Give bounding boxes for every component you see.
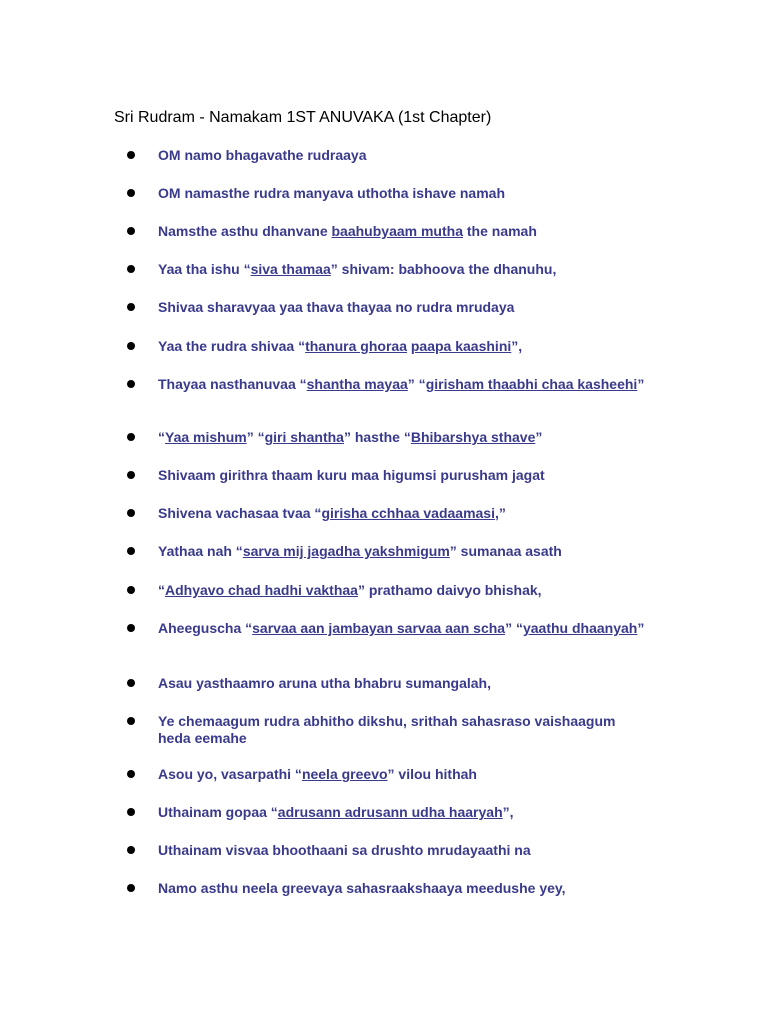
verse-fragment: Ye chemaagum rudra abhitho dikshu, srithah sahasraso vaishaagum heda eemahe	[158, 713, 616, 746]
verse-fragment: Yaa the rudra shivaa “	[158, 338, 306, 354]
verse-text	[158, 223, 647, 240]
verse-item	[127, 505, 647, 522]
verse-item	[127, 338, 647, 355]
underlined-phrase: baahubyaam mutha	[331, 223, 463, 239]
bullet-icon	[127, 380, 135, 388]
verse-text	[158, 261, 647, 278]
verse-fragment: ” prathamo daivyo bhishak,	[357, 582, 542, 598]
verse-fragment: Namsthe asthu dhanvane	[158, 223, 332, 239]
verse-fragment: ,”	[494, 505, 506, 521]
verse-fragment: Asou yo, vasarpathi “	[158, 766, 302, 782]
underlined-phrase: giri shantha	[264, 429, 344, 445]
underlined-phrase: Adhyavo chad hadhi vakthaa	[165, 582, 358, 598]
bullet-icon	[127, 808, 135, 816]
verse-text	[158, 338, 647, 355]
underlined-phrase: Yaa mishum	[165, 429, 247, 445]
bullet-icon	[127, 770, 135, 778]
verse-item	[127, 880, 647, 897]
verse-text	[158, 713, 647, 747]
verse-text	[158, 675, 647, 692]
verse-fragment: ” vilou hithah	[387, 766, 477, 782]
verse-text	[158, 185, 647, 202]
verse-fragment: Uthainam visvaa bhoothaani sa drushto mrudayaathi na	[158, 842, 531, 858]
verse-text	[158, 376, 647, 393]
verse-text	[158, 147, 647, 164]
bullet-icon	[127, 846, 135, 854]
verse-item	[127, 713, 647, 747]
verse-item	[127, 429, 647, 446]
verse-text	[158, 299, 647, 316]
verse-fragment: OM namo bhagavathe rudraaya	[158, 147, 367, 163]
verse-item	[127, 376, 647, 393]
underlined-phrase: adrusann adrusann udha haaryah	[277, 804, 503, 820]
underlined-phrase: girisha cchhaa vadaamasi	[321, 505, 495, 521]
verse-text	[158, 429, 647, 446]
bullet-icon	[127, 884, 135, 892]
verse-text	[158, 467, 647, 484]
verse-fragment: Yaa tha ishu “	[158, 261, 251, 277]
verse-item	[127, 543, 647, 560]
verse-fragment: ”	[637, 620, 645, 636]
verse-fragment: Uthainam gopaa “	[158, 804, 278, 820]
verse-fragment: ” hasthe “	[343, 429, 411, 445]
document-title: Sri Rudram - Namakam 1ST ANUVAKA (1st Chapter)	[114, 109, 492, 126]
verse-item	[127, 467, 647, 484]
verse-fragment: “	[158, 582, 165, 598]
verse-item	[127, 582, 647, 599]
verse-fragment: OM namasthe rudra manyava uthotha ishave namah	[158, 185, 505, 201]
underlined-phrase: sarvaa aan jambayan sarvaa aan scha	[252, 620, 506, 636]
verse-item	[127, 620, 647, 637]
verse-fragment: Shivaam girithra thaam kuru maa higumsi purusham jagat	[158, 467, 545, 483]
verse-item	[127, 842, 647, 859]
verse-text	[158, 505, 647, 522]
bullet-icon	[127, 471, 135, 479]
underlined-phrase: neela greevo	[301, 766, 388, 782]
verse-fragment: Yathaa nah “	[158, 543, 243, 559]
verse-item	[127, 675, 647, 692]
bullet-icon	[127, 303, 135, 311]
verse-text	[158, 620, 647, 637]
underlined-phrase: shantha mayaa	[306, 376, 408, 392]
bullet-icon	[127, 227, 135, 235]
verse-fragment: ” “	[246, 429, 265, 445]
underlined-phrase: paapa kaashini	[410, 338, 512, 354]
verse-text	[158, 543, 647, 560]
verse-item	[127, 299, 647, 316]
bullet-icon	[127, 433, 135, 441]
bullet-icon	[127, 717, 135, 725]
bullet-icon	[127, 624, 135, 632]
verse-fragment: ”	[535, 429, 543, 445]
verse-fragment: ” “	[407, 376, 426, 392]
verse-fragment: Asau yasthaamro aruna utha bhabru sumangalah,	[158, 675, 491, 691]
verse-text	[158, 880, 647, 897]
verse-item	[127, 766, 647, 783]
bullet-icon	[127, 509, 135, 517]
bullet-icon	[127, 342, 135, 350]
verse-fragment: Thayaa nasthanuvaa “	[158, 376, 307, 392]
underlined-phrase: thanura ghoraa	[305, 338, 407, 354]
verse-item	[127, 185, 647, 202]
verse-text	[158, 582, 647, 599]
verse-item	[127, 147, 647, 164]
verse-text	[158, 766, 647, 783]
bullet-icon	[127, 547, 135, 555]
verse-fragment: Aheeguscha “	[158, 620, 253, 636]
verse-item	[127, 261, 647, 278]
verse-text	[158, 842, 647, 859]
underlined-phrase: girisham thaabhi chaa kasheehi	[425, 376, 638, 392]
verse-fragment: “	[158, 429, 165, 445]
verse-fragment: ” “	[505, 620, 523, 636]
verse-text	[158, 804, 647, 821]
underlined-phrase: siva thamaa	[250, 261, 331, 277]
verse-fragment: ”	[637, 376, 645, 392]
bullet-icon	[127, 586, 135, 594]
underlined-phrase: Bhibarshya sthave	[410, 429, 536, 445]
verse-item	[127, 223, 647, 240]
verse-fragment: Namo asthu neela greevaya sahasraakshaaya meedushe yey,	[158, 880, 566, 896]
verse-fragment: ” sumanaa asath	[449, 543, 562, 559]
bullet-icon	[127, 679, 135, 687]
underlined-phrase: sarva mij jagadha yakshmigum	[242, 543, 450, 559]
verse-fragment: Shivena vachasaa tvaa “	[158, 505, 322, 521]
verse-fragment: ”,	[502, 804, 514, 820]
bullet-icon	[127, 151, 135, 159]
verse-fragment: Shivaa sharavyaa yaa thava thayaa no rudra mrudaya	[158, 299, 515, 315]
verse-fragment: ”,	[511, 338, 523, 354]
underlined-phrase: yaathu dhaanyah	[522, 620, 638, 636]
verse-fragment: ” shivam: babhoova the dhanuhu,	[330, 261, 557, 277]
bullet-icon	[127, 189, 135, 197]
bullet-icon	[127, 265, 135, 273]
verse-fragment: the namah	[462, 223, 537, 239]
verse-item	[127, 804, 647, 821]
